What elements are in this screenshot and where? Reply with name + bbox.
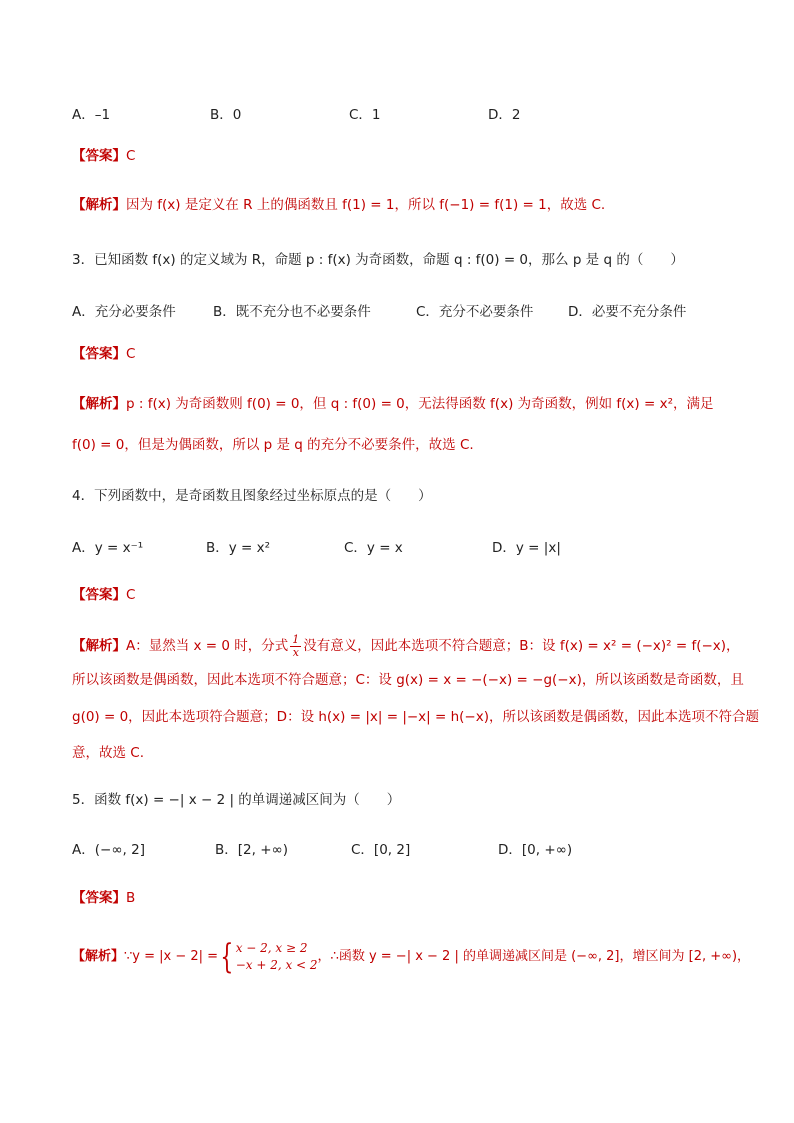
q5-analysis bbox=[72, 938, 750, 976]
analysis-tag: 【解析】 bbox=[72, 197, 126, 213]
q3-option-b: B．既不充分也不必要条件 bbox=[213, 304, 371, 320]
analysis-tag: 【解析】 bbox=[72, 949, 125, 964]
case-1: x − 2, x ≥ 2 bbox=[235, 940, 308, 955]
analysis-text: p : f(x) 为奇函数则 f(0) = 0，但 q : f(0) = 0，无法得函数 f(x) 为奇函数，例如 f(x) = x²，满足 bbox=[126, 396, 714, 412]
q5-option-d: D．[0, +∞) bbox=[498, 842, 573, 858]
answer-value: C bbox=[126, 148, 136, 164]
q5-stem: 5．函数 f(x) = −| x − 2 | 的单调递减区间为（ ） bbox=[72, 792, 401, 808]
analysis-text-a: A：显然当 x = 0 时，分式 bbox=[126, 638, 289, 654]
analysis-text-b: 没有意义，因此本选项不符合题意；B：设 f(x) = x² = (−x)² = f(−x)， bbox=[303, 638, 740, 654]
q4-analysis-line-1 bbox=[72, 632, 740, 660]
q3-option-a: A．充分必要条件 bbox=[72, 304, 176, 320]
q5-answer bbox=[72, 888, 135, 908]
case-2: −x + 2, x < 2 bbox=[235, 957, 318, 972]
answer-value: C bbox=[126, 587, 136, 603]
q3-option-c: C．充分不必要条件 bbox=[416, 304, 534, 320]
analysis-text-a: ∵y = |x − 2| = bbox=[124, 949, 219, 964]
analysis-text-b: ，∴函数 y = −| x − 2 | 的单调递减区间是 (−∞, 2]，增区间为 [2, +∞)， bbox=[317, 949, 751, 964]
q4-analysis-line-4: 意，故选 C. bbox=[72, 745, 145, 761]
q4-option-c: C．y = x bbox=[344, 540, 403, 556]
fraction bbox=[290, 634, 301, 659]
answer-tag: 【答案】 bbox=[72, 148, 126, 164]
answer-value: B bbox=[126, 890, 136, 906]
fraction-numerator: 1 bbox=[292, 632, 300, 646]
q4-option-b: B．y = x² bbox=[206, 540, 271, 556]
q2-option-a: A．–1 bbox=[72, 107, 111, 123]
q4-option-a: A．y = x⁻¹ bbox=[72, 540, 144, 556]
q3-stem: 3．已知函数 f(x) 的定义域为 R，命题 p : f(x) 为奇函数，命题 q : f(0) = 0，那么 p 是 q 的（ ） bbox=[72, 252, 684, 268]
q2-answer bbox=[72, 146, 135, 166]
q2-option-d: D．2 bbox=[488, 107, 521, 123]
q5-option-a: A．(−∞, 2] bbox=[72, 842, 145, 858]
analysis-tag: 【解析】 bbox=[72, 638, 126, 654]
answer-tag: 【答案】 bbox=[72, 587, 126, 603]
analysis-tag: 【解析】 bbox=[72, 396, 126, 412]
q2-option-b: B．0 bbox=[210, 107, 242, 123]
q4-answer bbox=[72, 585, 135, 605]
q3-analysis-line-2: f(0) = 0，但是为偶函数，所以 p 是 q 的充分不必要条件，故选 C. bbox=[72, 437, 474, 453]
q4-analysis-line-2: 所以该函数是偶函数，因此本选项不符合题意；C：设 g(x) = x = −(−x) = −g(−x)，所以该函数是奇函数，且 bbox=[72, 672, 744, 688]
answer-tag: 【答案】 bbox=[72, 346, 126, 362]
q5-option-b: B．[2, +∞) bbox=[215, 842, 289, 858]
answer-tag: 【答案】 bbox=[72, 890, 126, 906]
q4-option-d: D．y = |x| bbox=[492, 540, 561, 556]
analysis-text: 因为 f(x) 是定义在 R 上的偶函数且 f(1) = 1，所以 f(−1) = f(1) = 1，故选 C. bbox=[126, 197, 606, 213]
q3-answer bbox=[72, 344, 135, 364]
q3-analysis-line-1 bbox=[72, 394, 714, 414]
q2-analysis bbox=[72, 195, 605, 215]
q5-option-c: C．[0, 2] bbox=[351, 842, 411, 858]
piecewise-cases bbox=[236, 940, 318, 974]
q3-option-d: D．必要不充分条件 bbox=[568, 304, 687, 320]
left-brace: { bbox=[220, 936, 234, 977]
fraction-denominator: x bbox=[292, 645, 299, 659]
q2-option-c: C．1 bbox=[349, 107, 381, 123]
q4-stem: 4．下列函数中，是奇函数且图象经过坐标原点的是（ ） bbox=[72, 488, 432, 504]
answer-value: C bbox=[126, 346, 136, 362]
q4-analysis-line-3: g(0) = 0，因此本选项符合题意；D：设 h(x) = |x| = |−x| = h(−x)，所以该函数是偶函数，因此本选项不符合题 bbox=[72, 709, 759, 725]
